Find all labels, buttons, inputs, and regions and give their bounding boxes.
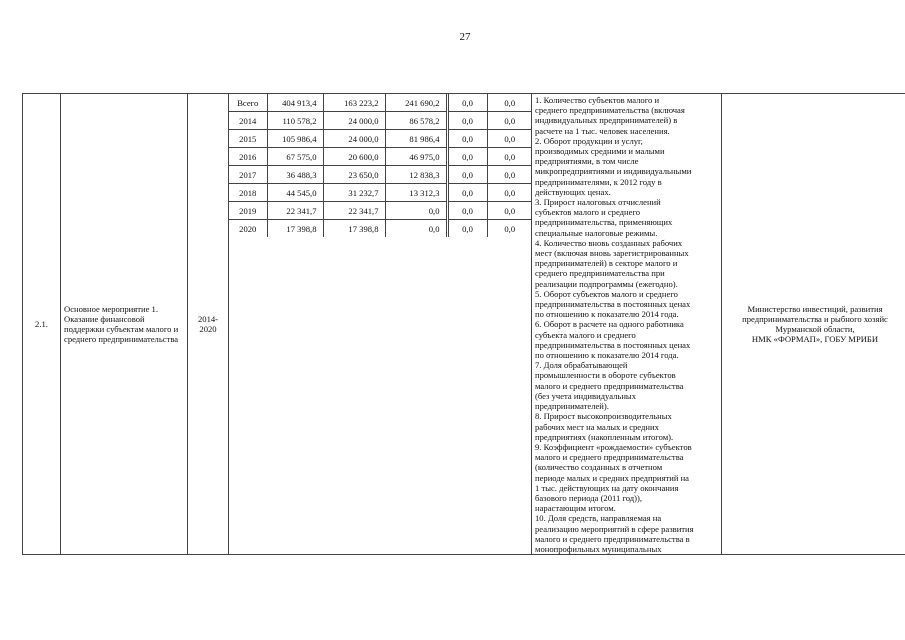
financing-federal: 241 690,2 [385,94,447,112]
financing-federal: 12 838,3 [385,166,447,184]
financing-row [229,112,532,130]
financing-total: 110 578,2 [267,112,323,130]
financing-table [229,94,532,237]
financing-federal: 86 578,2 [385,112,447,130]
financing-year: 2017 [229,166,267,184]
financing-row [229,130,532,148]
page-number: 27 [459,31,471,43]
financing-regional: 23 650,0 [323,166,385,184]
financing-other: 0,0 [487,94,532,112]
financing-regional: 22 341,7 [323,202,385,220]
responsible-executors: Министерство инвестиций, развития предпринимательства и рыбного хозяйс Мурманской области, НМК «ФОРМАП», ГОБУ МРИБИ [722,94,905,555]
financing-federal: 46 975,0 [385,148,447,166]
financing-year: 2019 [229,202,267,220]
financing-regional: 17 398,8 [323,220,385,238]
financing-other: 0,0 [487,130,532,148]
financing-local: 0,0 [447,130,487,148]
financing-other: 0,0 [504,223,516,234]
financing-local: 0,0 [447,202,487,220]
event-name: Основное мероприятие 1. Оказание финансовой поддержки субъектам малого и среднего предпринимательства [61,94,188,555]
program-table [22,93,905,555]
indicators-text: 1. Количество субъектов малого и среднего предпринимательства (включая индивидуальных предпринимателей) в расчете на 1 тыс. человек населения. 2. Оборот продукции и услуг, производимых средними и малыми предприятиями, в том числе микропредприятиями и индивидуальными предпринимателями, к 2012 году в действующих ценах. 3. Прирост налоговых отчислений субъектов малого и среднего предпринимательства, применяющих специальные налоговые режимы. 4. Количество вновь созданных рабочих мест (включая вновь зарегистрированных предпринимателей) в секторе малого и среднего предпринимательства при реализации подпрограммы (ежегодно). 5. Оборот субъектов малого и среднего предпринимательства в постоянных ценах по отношению к показателю 2014 года. 6. Оборот в расчете на одного работника субъекта малого и среднего предпринимательства в постоянных ценах по отношению к показателю 2014 года. 7. Доля обрабатывающей промышленности в обороте субъектов малого и среднего предпринимательства (без учета индивидуальных предпринимателей). 8. Прирост высокопроизводительных рабочих мест на малых и средних предприятиях (накопленным итогом). 9. Коэффициент «рождаемости» субъектов малого и среднего предпринимательства (количество созданных в отчетном периоде малых и средних предприятий на 1 тыс. действующих на дату окончания базового периода (2011 год)), нарастающим итогом. 10. Доля средств, направляемая на реализацию мероприятий в сфере развития малого и среднего предпринимательства в монопрофильных муниципальных [535,95,694,554]
financing-total: 22 341,7 [267,202,323,220]
indicators-cell [532,94,722,555]
financing-year: 2015 [229,130,267,148]
program-table-area [22,93,905,640]
financing-year: 2018 [229,184,267,202]
financing-local: 0,0 [447,166,487,184]
financing-row [229,166,532,184]
financing-year: Всего [229,94,267,112]
period: 2014- 2020 [188,94,229,555]
financing-other: 0,0 [487,148,532,166]
financing-local: 0,0 [447,184,487,202]
table-row [23,94,905,555]
financing-federal: 0,0 [385,220,447,238]
row-number: 2.1. [23,94,61,555]
financing-row [229,148,532,166]
financing-year: 2014 [229,112,267,130]
financing-local: 0,0 [447,148,487,166]
financing-other: 0,0 [487,202,532,220]
financing-federal: 81 986,4 [385,130,447,148]
financing-federal: 0,0 [385,202,447,220]
financing-total: 36 488,3 [267,166,323,184]
financing-local: 0,0 [447,112,487,130]
financing-federal: 13 312,3 [385,184,447,202]
financing-row [229,202,532,220]
financing-row [229,184,532,202]
financing-total: 17 398,8 [267,220,323,238]
financing-year: 2020 [229,220,267,238]
financing-total: 105 986,4 [267,130,323,148]
financing-total: 404 913,4 [267,94,323,112]
financing-total: 67 575,0 [267,148,323,166]
financing-row [229,220,532,238]
financing-year: 2016 [229,148,267,166]
financing-regional: 31 232,7 [323,184,385,202]
financing-local: 0,0 [447,94,487,112]
financing-cell [229,94,532,555]
financing-row [229,94,532,112]
financing-other: 0,0 [487,166,532,184]
financing-other: 0,0 [487,184,532,202]
financing-regional: 163 223,2 [323,94,385,112]
financing-other: 0,0 [487,112,532,130]
financing-regional: 20 600,0 [323,148,385,166]
financing-regional: 24 000,0 [323,112,385,130]
financing-regional: 24 000,0 [323,130,385,148]
financing-local: 0,0 [447,220,487,238]
financing-total: 44 545,0 [267,184,323,202]
